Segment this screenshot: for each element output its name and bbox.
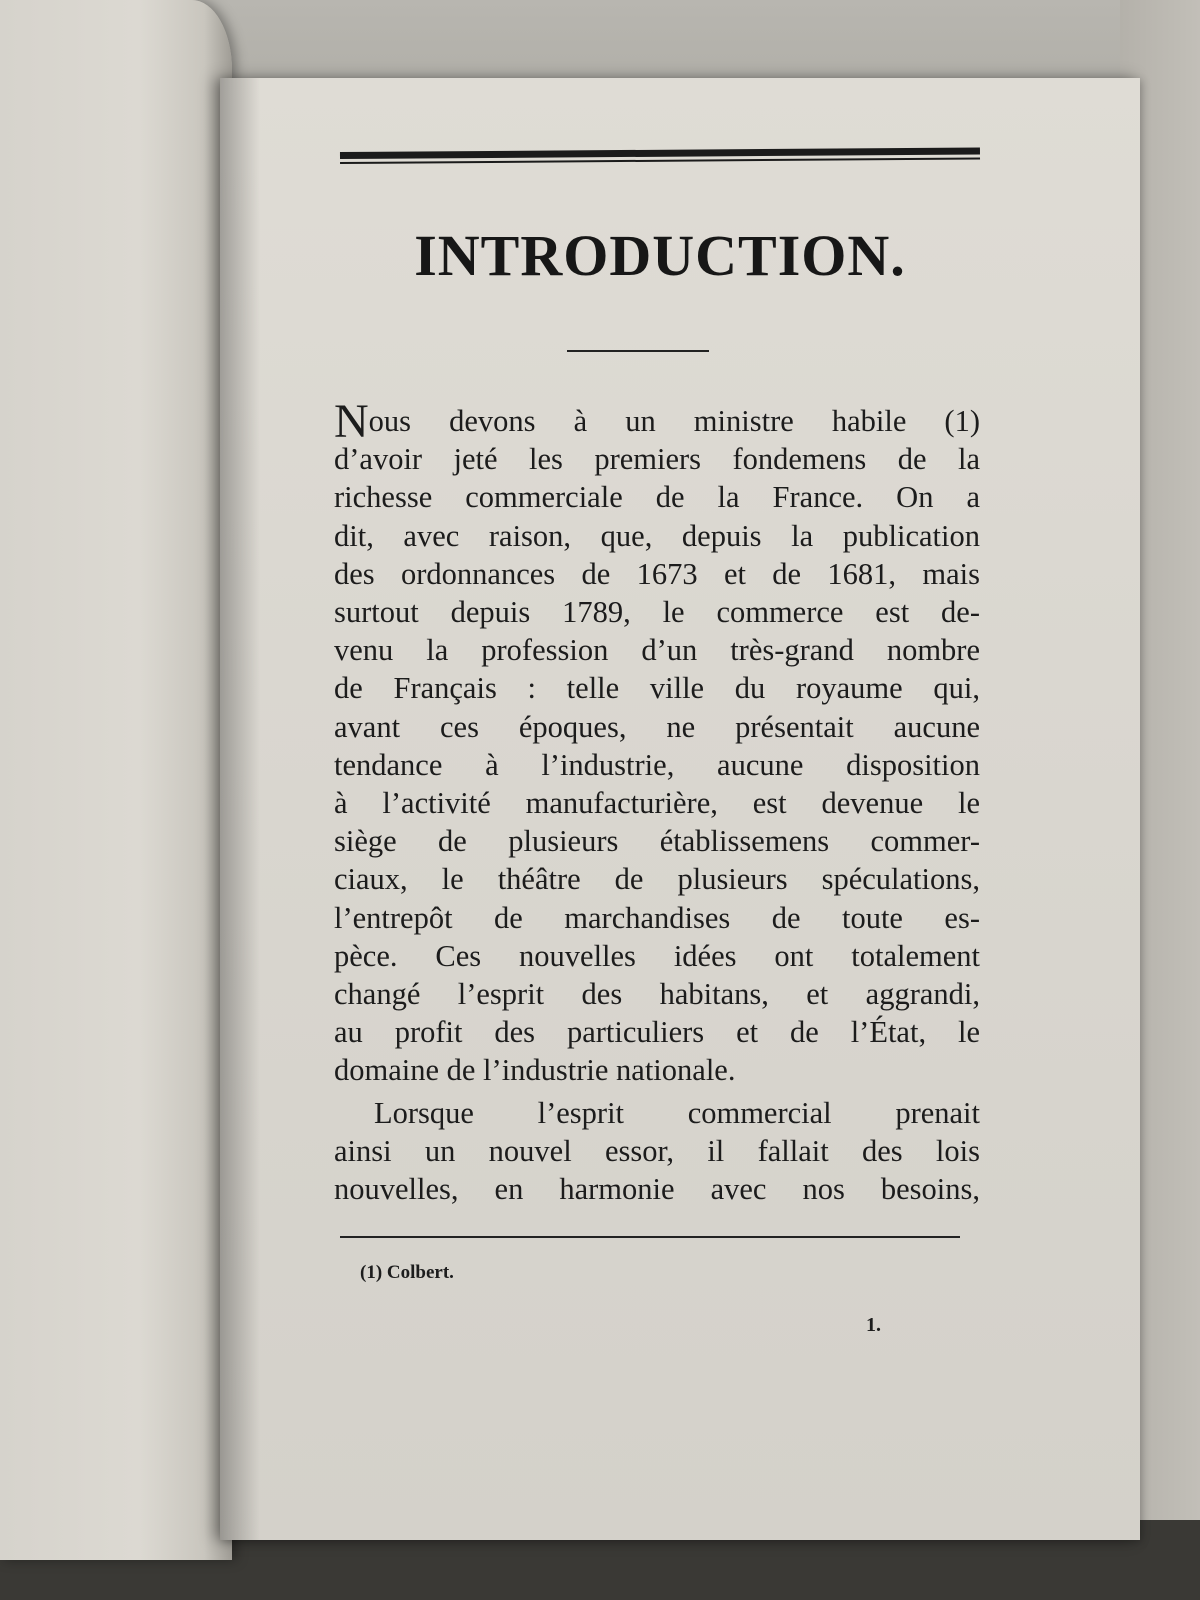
text-line: à l’activité manufacturière, est devenue le xyxy=(334,786,980,821)
text-line: avant ces époques, ne présentait aucune xyxy=(334,709,980,744)
drop-cap: N xyxy=(334,395,369,448)
text-line: dit, avec raison, que, depuis la publication xyxy=(334,518,980,553)
text-line: venu la profession d’un très-grand nombre xyxy=(334,633,980,668)
text-line: l’entrepôt de marchandises de toute es- xyxy=(334,900,980,935)
text-line: tendance à l’industrie, aucune disposition xyxy=(334,747,980,782)
text-line: ainsi un nouvel essor, il fallait des lois xyxy=(334,1133,980,1168)
text-line xyxy=(334,395,980,448)
text-line: richesse commerciale de la France. On a xyxy=(334,480,980,515)
text-line: ciaux, le théâtre de plusieurs spéculations, xyxy=(334,862,980,897)
text-line: siège de plusieurs établissemens commer- xyxy=(334,824,980,859)
paragraph-2 xyxy=(334,1094,980,1209)
text-line: pèce. Ces nouvelles idées ont totalement xyxy=(334,938,980,973)
footnote-rule xyxy=(340,1236,960,1238)
text-line: d’avoir jeté les premiers fondemens de la xyxy=(334,442,980,477)
body-text xyxy=(334,395,980,1208)
text-line: au profit des particuliers et de l’État, le xyxy=(334,1015,980,1050)
text-line: domaine de l’industrie nationale. xyxy=(334,1053,736,1088)
paragraph-1 xyxy=(334,395,980,1090)
text-line: des ordonnances de 1673 et de 1681, mais xyxy=(334,556,980,591)
text-line: surtout depuis 1789, le commerce est de- xyxy=(334,595,980,630)
text-line: Lorsque l’esprit commercial prenait xyxy=(374,1095,980,1130)
line-rest: ous devons à un ministre habile (1) xyxy=(368,404,980,438)
footnote: (1) Colbert. xyxy=(360,1262,454,1283)
title-rule xyxy=(567,350,709,352)
page-gutter-shadow xyxy=(220,78,260,1540)
left-page xyxy=(0,0,232,1560)
text-line: nouvelles, en harmonie avec nos besoins, xyxy=(334,1172,980,1207)
page-signature: 1. xyxy=(866,1314,881,1336)
page-title: INTRODUCTION. xyxy=(414,223,906,288)
text-line: changé l’esprit des habitans, et aggrandi, xyxy=(334,977,980,1012)
text-line: de Français : telle ville du royaume qui, xyxy=(334,671,980,706)
